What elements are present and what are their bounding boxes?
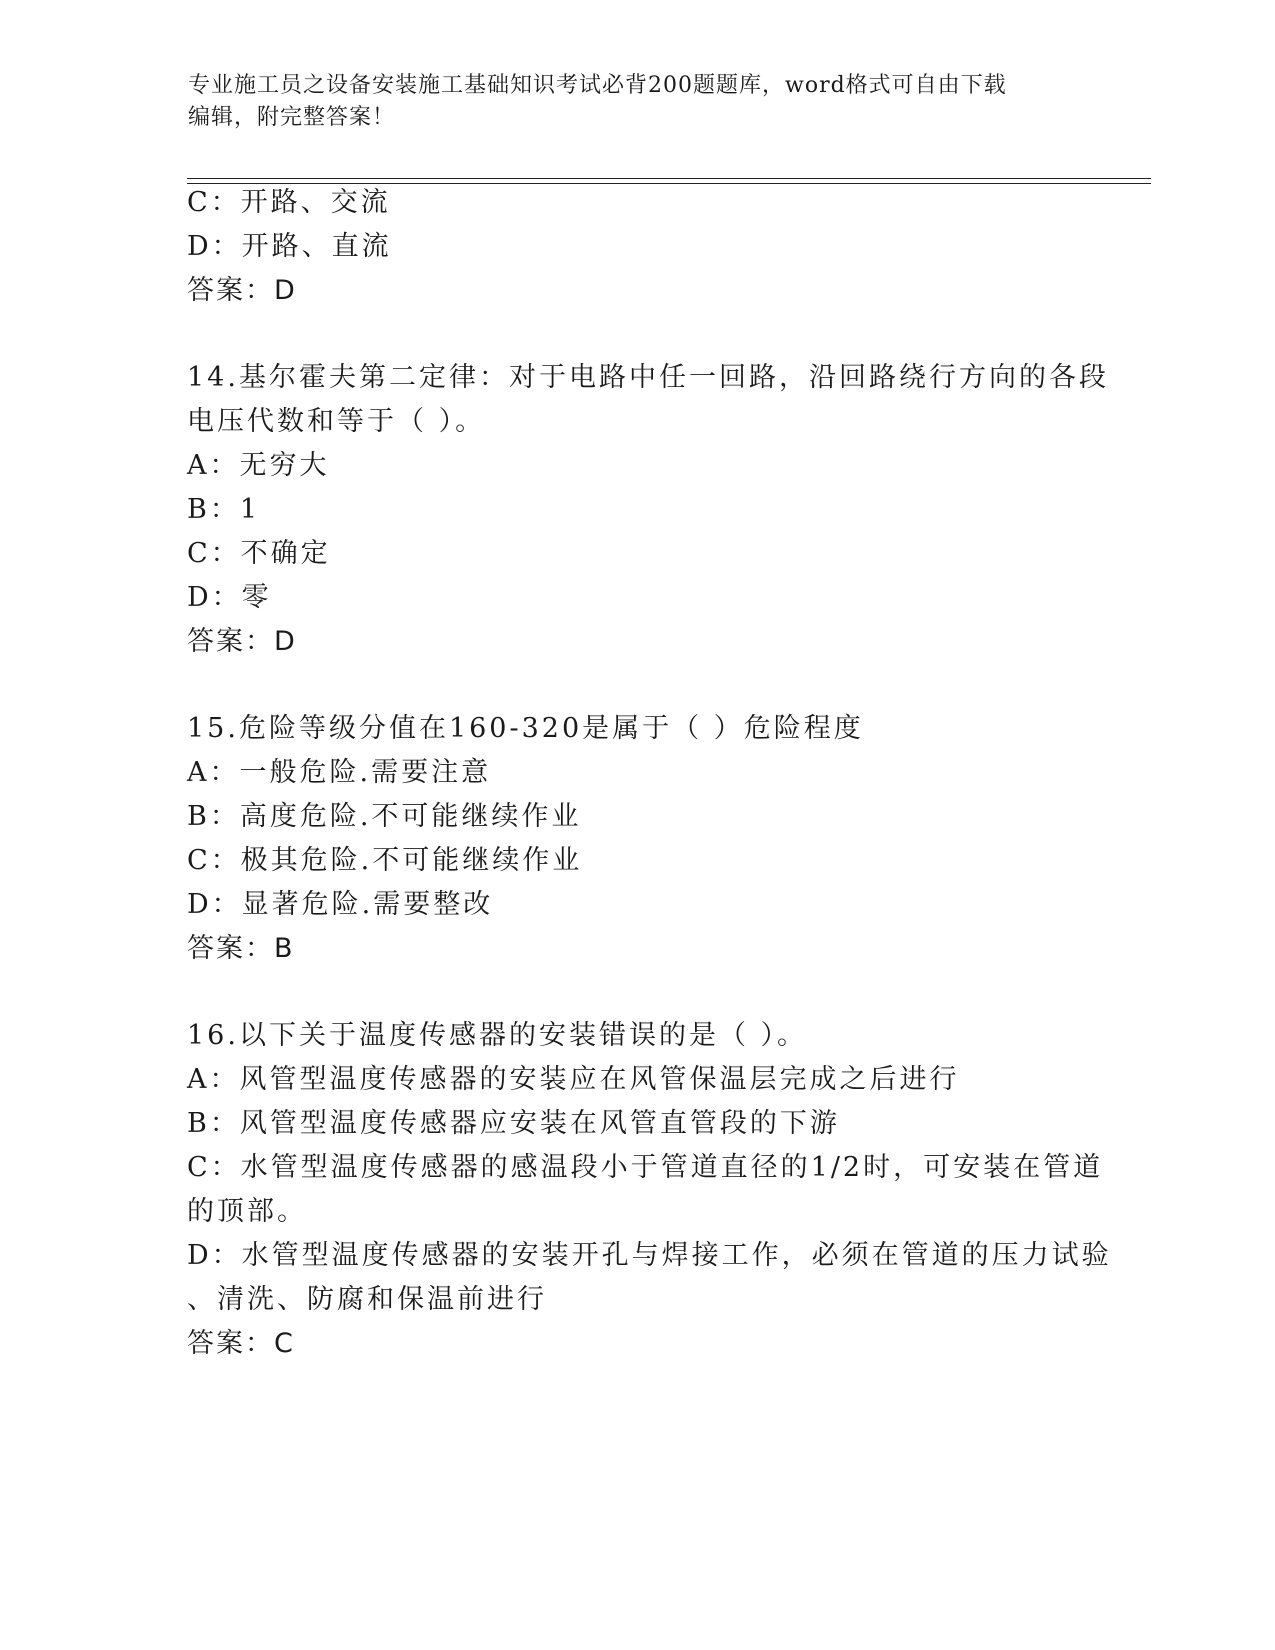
q16-option-d-line-2: 、清洗、防腐和保温前进行 bbox=[187, 1284, 547, 1315]
q13-option-d: D：开路、直流 bbox=[187, 231, 392, 262]
q15-option-b: B：高度危险.不可能继续作业 bbox=[187, 801, 582, 832]
q13-option-c: C：开路、交流 bbox=[187, 187, 391, 218]
header-divider-bottom bbox=[187, 183, 1151, 184]
q16-stem: 16.以下关于温度传感器的安装错误的是（ ）。 bbox=[187, 1020, 808, 1051]
header-title-line-2: 编辑，附完整答案！ bbox=[188, 105, 396, 130]
q14-option-b: B：1 bbox=[187, 494, 261, 525]
q14-stem-line-2: 电压代数和等于（ ）。 bbox=[187, 406, 486, 437]
q16-option-b: B：风管型温度传感器应安装在风管直管段的下游 bbox=[187, 1108, 840, 1139]
q16-option-a: A：风管型温度传感器的安装应在风管保温层完成之后进行 bbox=[187, 1064, 960, 1095]
q15-stem: 15.危险等级分值在160-320是属于（ ）危险程度 bbox=[187, 713, 864, 744]
q15-option-a: A：一般危险.需要注意 bbox=[187, 757, 492, 788]
q16-option-d-line-1: D：水管型温度传感器的安装开孔与焊接工作，必须在管道的压力试验 bbox=[187, 1240, 1112, 1271]
header-title-line-1: 专业施工员之设备安装施工基础知识考试必背200题题库，word格式可自由下载 bbox=[188, 73, 1007, 98]
q14-option-a: A：无穷大 bbox=[187, 450, 330, 481]
q15-option-c: C：极其危险.不可能继续作业 bbox=[187, 845, 583, 876]
q15-option-d: D：显著危险.需要整改 bbox=[187, 889, 494, 920]
q14-stem-line-1: 14.基尔霍夫第二定律：对于电路中任一回路，沿回路绕行方向的各段 bbox=[187, 362, 1109, 393]
q14-option-c: C：不确定 bbox=[187, 538, 331, 569]
q14-answer: 答案：D bbox=[187, 626, 297, 657]
q16-option-c-line-1: C：水管型温度传感器的感温段小于管道直径的1/2时，可安装在管道 bbox=[187, 1152, 1104, 1183]
q14-option-d: D：零 bbox=[187, 582, 272, 613]
q16-option-c-line-2: 的顶部。 bbox=[187, 1196, 307, 1227]
document-header bbox=[188, 70, 1088, 134]
q13-answer: 答案：D bbox=[187, 275, 297, 306]
q16-answer: 答案：C bbox=[187, 1328, 295, 1359]
q15-answer: 答案：B bbox=[187, 933, 295, 964]
header-divider-top bbox=[187, 178, 1151, 179]
